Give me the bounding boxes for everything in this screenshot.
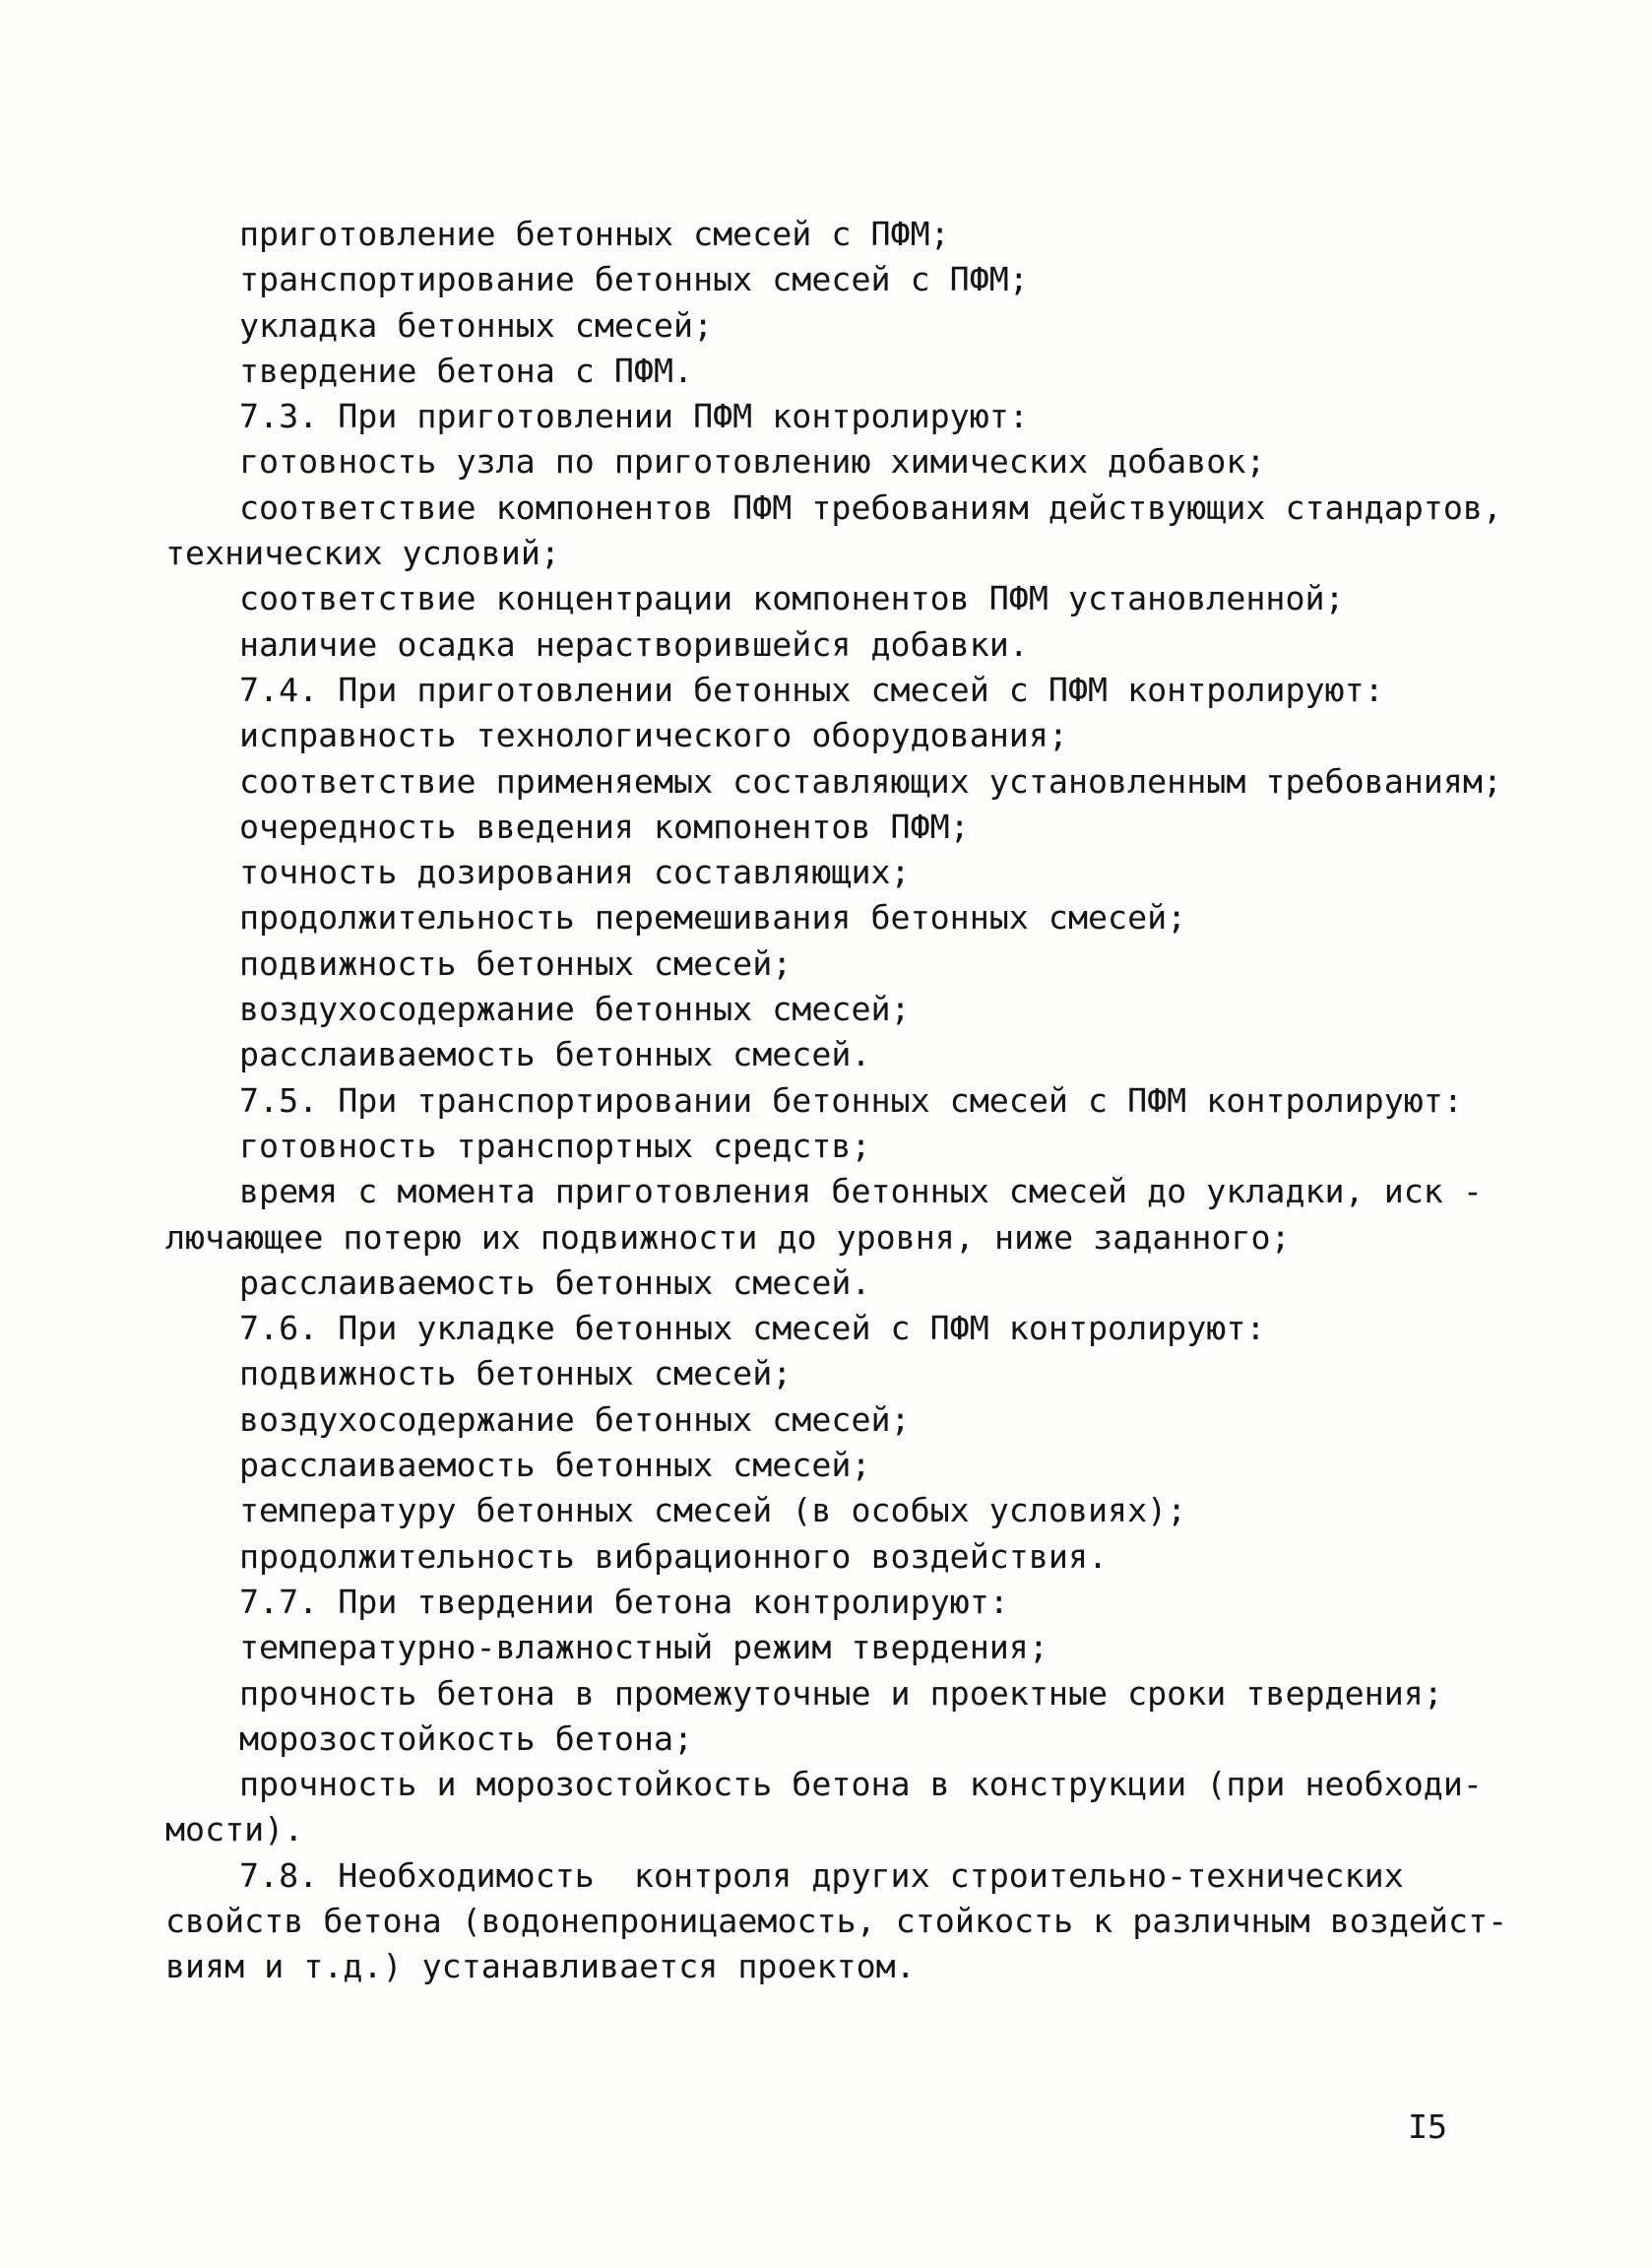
text-line: продолжительность перемешивания бетонных смесей;	[239, 898, 1187, 938]
text-line: соответствие концентрации компонентов ПФМ установленной;	[239, 579, 1345, 618]
text-line: исправность технологического оборудования;	[239, 716, 1068, 755]
text-line: наличие осадка нерастворившейся добавки.	[239, 624, 1029, 664]
text-line: воздухосодержание бетонных смесей;	[239, 1399, 911, 1439]
text-line: точность дозирования составляющих;	[239, 853, 911, 892]
text-line: прочность и морозостойкость бетона в конструкции (при необходи-	[239, 1765, 1483, 1804]
text-line: подвижность бетонных смесей;	[239, 943, 793, 983]
text-line: твердение бетона с ПФМ.	[239, 351, 694, 390]
text-line: технических условий;	[165, 534, 560, 573]
text-line: очередность введения компонентов ПФМ;	[239, 807, 970, 846]
text-line: 7.8. Необходимость контроля других строительно-технических	[239, 1855, 1404, 1895]
text-line: 7.5. При транспортировании бетонных смесей с ПФМ контролируют:	[239, 1080, 1463, 1120]
text-line: воздухосодержание бетонных смесей;	[239, 990, 911, 1029]
text-line: мости).	[165, 1810, 304, 1849]
text-line: расслаиваемость бетонных смесей.	[239, 1035, 871, 1074]
page-number: I5	[1408, 2107, 1448, 2146]
text-line: прочность бетона в промежуточные и проектные сроки твердения;	[239, 1673, 1443, 1713]
text-line: расслаиваемость бетонных смесей.	[239, 1263, 871, 1302]
text-line: 7.7. При твердении бетона контролируют:	[239, 1582, 1009, 1621]
document-body	[165, 212, 1508, 1990]
text-line: соответствие применяемых составляющих установленным требованиям;	[239, 761, 1502, 801]
text-line: укладка бетонных смесей;	[239, 305, 714, 345]
text-line: виям и т.д.) устанавливается проектом.	[165, 1947, 916, 1986]
text-line: 7.6. При укладке бетонных смесей с ПФМ контролируют:	[239, 1309, 1266, 1348]
text-line: продолжительность вибрационного воздействия.	[239, 1536, 1109, 1576]
text-line: 7.3. При приготовлении ПФМ контролируют:	[239, 397, 1029, 436]
text-line: морозостойкость бетона;	[239, 1718, 694, 1758]
text-line: расслаиваемость бетонных смесей;	[239, 1446, 871, 1485]
text-line: температурно-влажностный режим твердения;	[239, 1628, 1048, 1667]
text-line: лючающее потерю их подвижности до уровня, ниже заданного;	[165, 1217, 1291, 1257]
text-line: температуру бетонных смесей (в особых условиях);	[239, 1491, 1187, 1530]
text-line: подвижность бетонных смесей;	[239, 1354, 793, 1393]
text-line: приготовление бетонных смесей с ПФМ;	[239, 215, 950, 253]
text-line: время с момента приготовления бетонных смесей до укладки, иск -	[239, 1172, 1483, 1211]
text-line: свойств бетона (водонепроницаемость, стойкость к различным воздейст-	[165, 1901, 1508, 1940]
text-line: готовность узла по приготовлению химических добавок;	[239, 442, 1266, 482]
text-line: транспортирование бетонных смесей с ПФМ;	[239, 260, 1029, 299]
text-line: соответствие компонентов ПФМ требованиям действующих стандартов,	[239, 487, 1502, 527]
text-line: готовность транспортных средств;	[239, 1126, 871, 1165]
text-line: 7.4. При приготовлении бетонных смесей с ПФМ контролируют:	[239, 670, 1384, 709]
